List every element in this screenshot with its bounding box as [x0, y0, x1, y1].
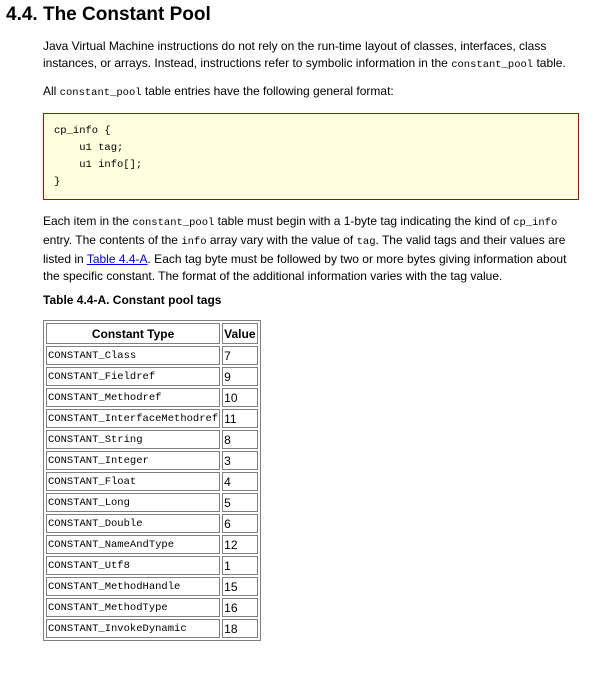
value-cell: 4	[222, 472, 257, 491]
detail-text-4: array vary with the value of	[206, 233, 357, 247]
format-paragraph	[43, 83, 571, 102]
table-row	[46, 598, 258, 617]
format-text-b: table entries have the following general format:	[141, 84, 394, 98]
table-row	[46, 367, 258, 386]
detail-code-4: tag	[356, 236, 376, 248]
table-header-row	[46, 323, 258, 344]
value-cell: 6	[222, 514, 257, 533]
table-row	[46, 430, 258, 449]
table-reference-link[interactable]: Table 4.4-A	[86, 252, 148, 266]
value-cell: 11	[222, 409, 257, 428]
table-row	[46, 472, 258, 491]
constant-type-cell: CONSTANT_Integer	[46, 451, 220, 470]
constant-type-cell: CONSTANT_Double	[46, 514, 220, 533]
header-constant-type: Constant Type	[46, 323, 220, 344]
table-row	[46, 346, 258, 365]
constant-type-cell: CONSTANT_Fieldref	[46, 367, 220, 386]
intro-code: constant_pool	[451, 59, 534, 71]
table-row	[46, 493, 258, 512]
detail-code-1: constant_pool	[132, 217, 215, 229]
detail-text-5: . The valid tags and their values are listed in	[43, 233, 566, 266]
table-row	[46, 556, 258, 575]
table-row	[46, 388, 258, 407]
value-cell: 12	[222, 535, 257, 554]
table-body	[46, 346, 258, 638]
detail-paragraph	[43, 213, 571, 285]
format-code: constant_pool	[59, 87, 142, 99]
detail-code-2: cp_info	[513, 217, 558, 229]
intro-paragraph	[43, 38, 571, 74]
intro-text-b: table.	[533, 56, 566, 70]
table-caption: Table 4.4-A. Constant pool tags	[43, 293, 222, 307]
code-block	[43, 113, 579, 200]
constant-type-cell: CONSTANT_InterfaceMethodref	[46, 409, 220, 428]
table-row	[46, 619, 258, 638]
constant-type-cell: CONSTANT_MethodHandle	[46, 577, 220, 596]
table-row	[46, 409, 258, 428]
constant-type-cell: CONSTANT_NameAndType	[46, 535, 220, 554]
detail-text-1: Each item in the	[43, 214, 133, 228]
constant-type-cell: CONSTANT_InvokeDynamic	[46, 619, 220, 638]
constant-type-cell: CONSTANT_Long	[46, 493, 220, 512]
constant-type-cell: CONSTANT_String	[46, 430, 220, 449]
table-row	[46, 577, 258, 596]
intro-text-a: Java Virtual Machine instructions do not rely on the run-time layout of classes, interfaces, class instances, or arrays. Instead, instructions refer to symbolic information in the	[43, 39, 547, 70]
value-cell: 8	[222, 430, 257, 449]
detail-text-6: . Each tag byte must be followed by two or more bytes giving information about the specific constant. The format of the additional information varies with the tag value.	[43, 252, 567, 283]
value-cell: 9	[222, 367, 257, 386]
value-cell: 10	[222, 388, 257, 407]
value-cell: 18	[222, 619, 257, 638]
value-cell: 5	[222, 493, 257, 512]
code-listing: cp_info { u1 tag; u1 info[]; }	[54, 125, 143, 188]
constant-type-cell: CONSTANT_Utf8	[46, 556, 220, 575]
detail-text-2: table must begin with a 1-byte tag indicating the kind of	[214, 214, 514, 228]
section-heading: 4.4. The Constant Pool	[6, 4, 211, 25]
constant-type-cell: CONSTANT_MethodType	[46, 598, 220, 617]
detail-text-3: entry. The contents of the	[43, 233, 182, 247]
header-value: Value	[222, 323, 257, 344]
table-row	[46, 514, 258, 533]
constant-type-cell: CONSTANT_Float	[46, 472, 220, 491]
table-row	[46, 535, 258, 554]
constant-type-cell: CONSTANT_Methodref	[46, 388, 220, 407]
constant-pool-tags-table	[43, 320, 261, 641]
value-cell: 15	[222, 577, 257, 596]
detail-code-3: info	[181, 236, 207, 248]
value-cell: 16	[222, 598, 257, 617]
format-text-a: All	[43, 84, 60, 98]
value-cell: 3	[222, 451, 257, 470]
constant-type-cell: CONSTANT_Class	[46, 346, 220, 365]
table-row	[46, 451, 258, 470]
value-cell: 7	[222, 346, 257, 365]
value-cell: 1	[222, 556, 257, 575]
